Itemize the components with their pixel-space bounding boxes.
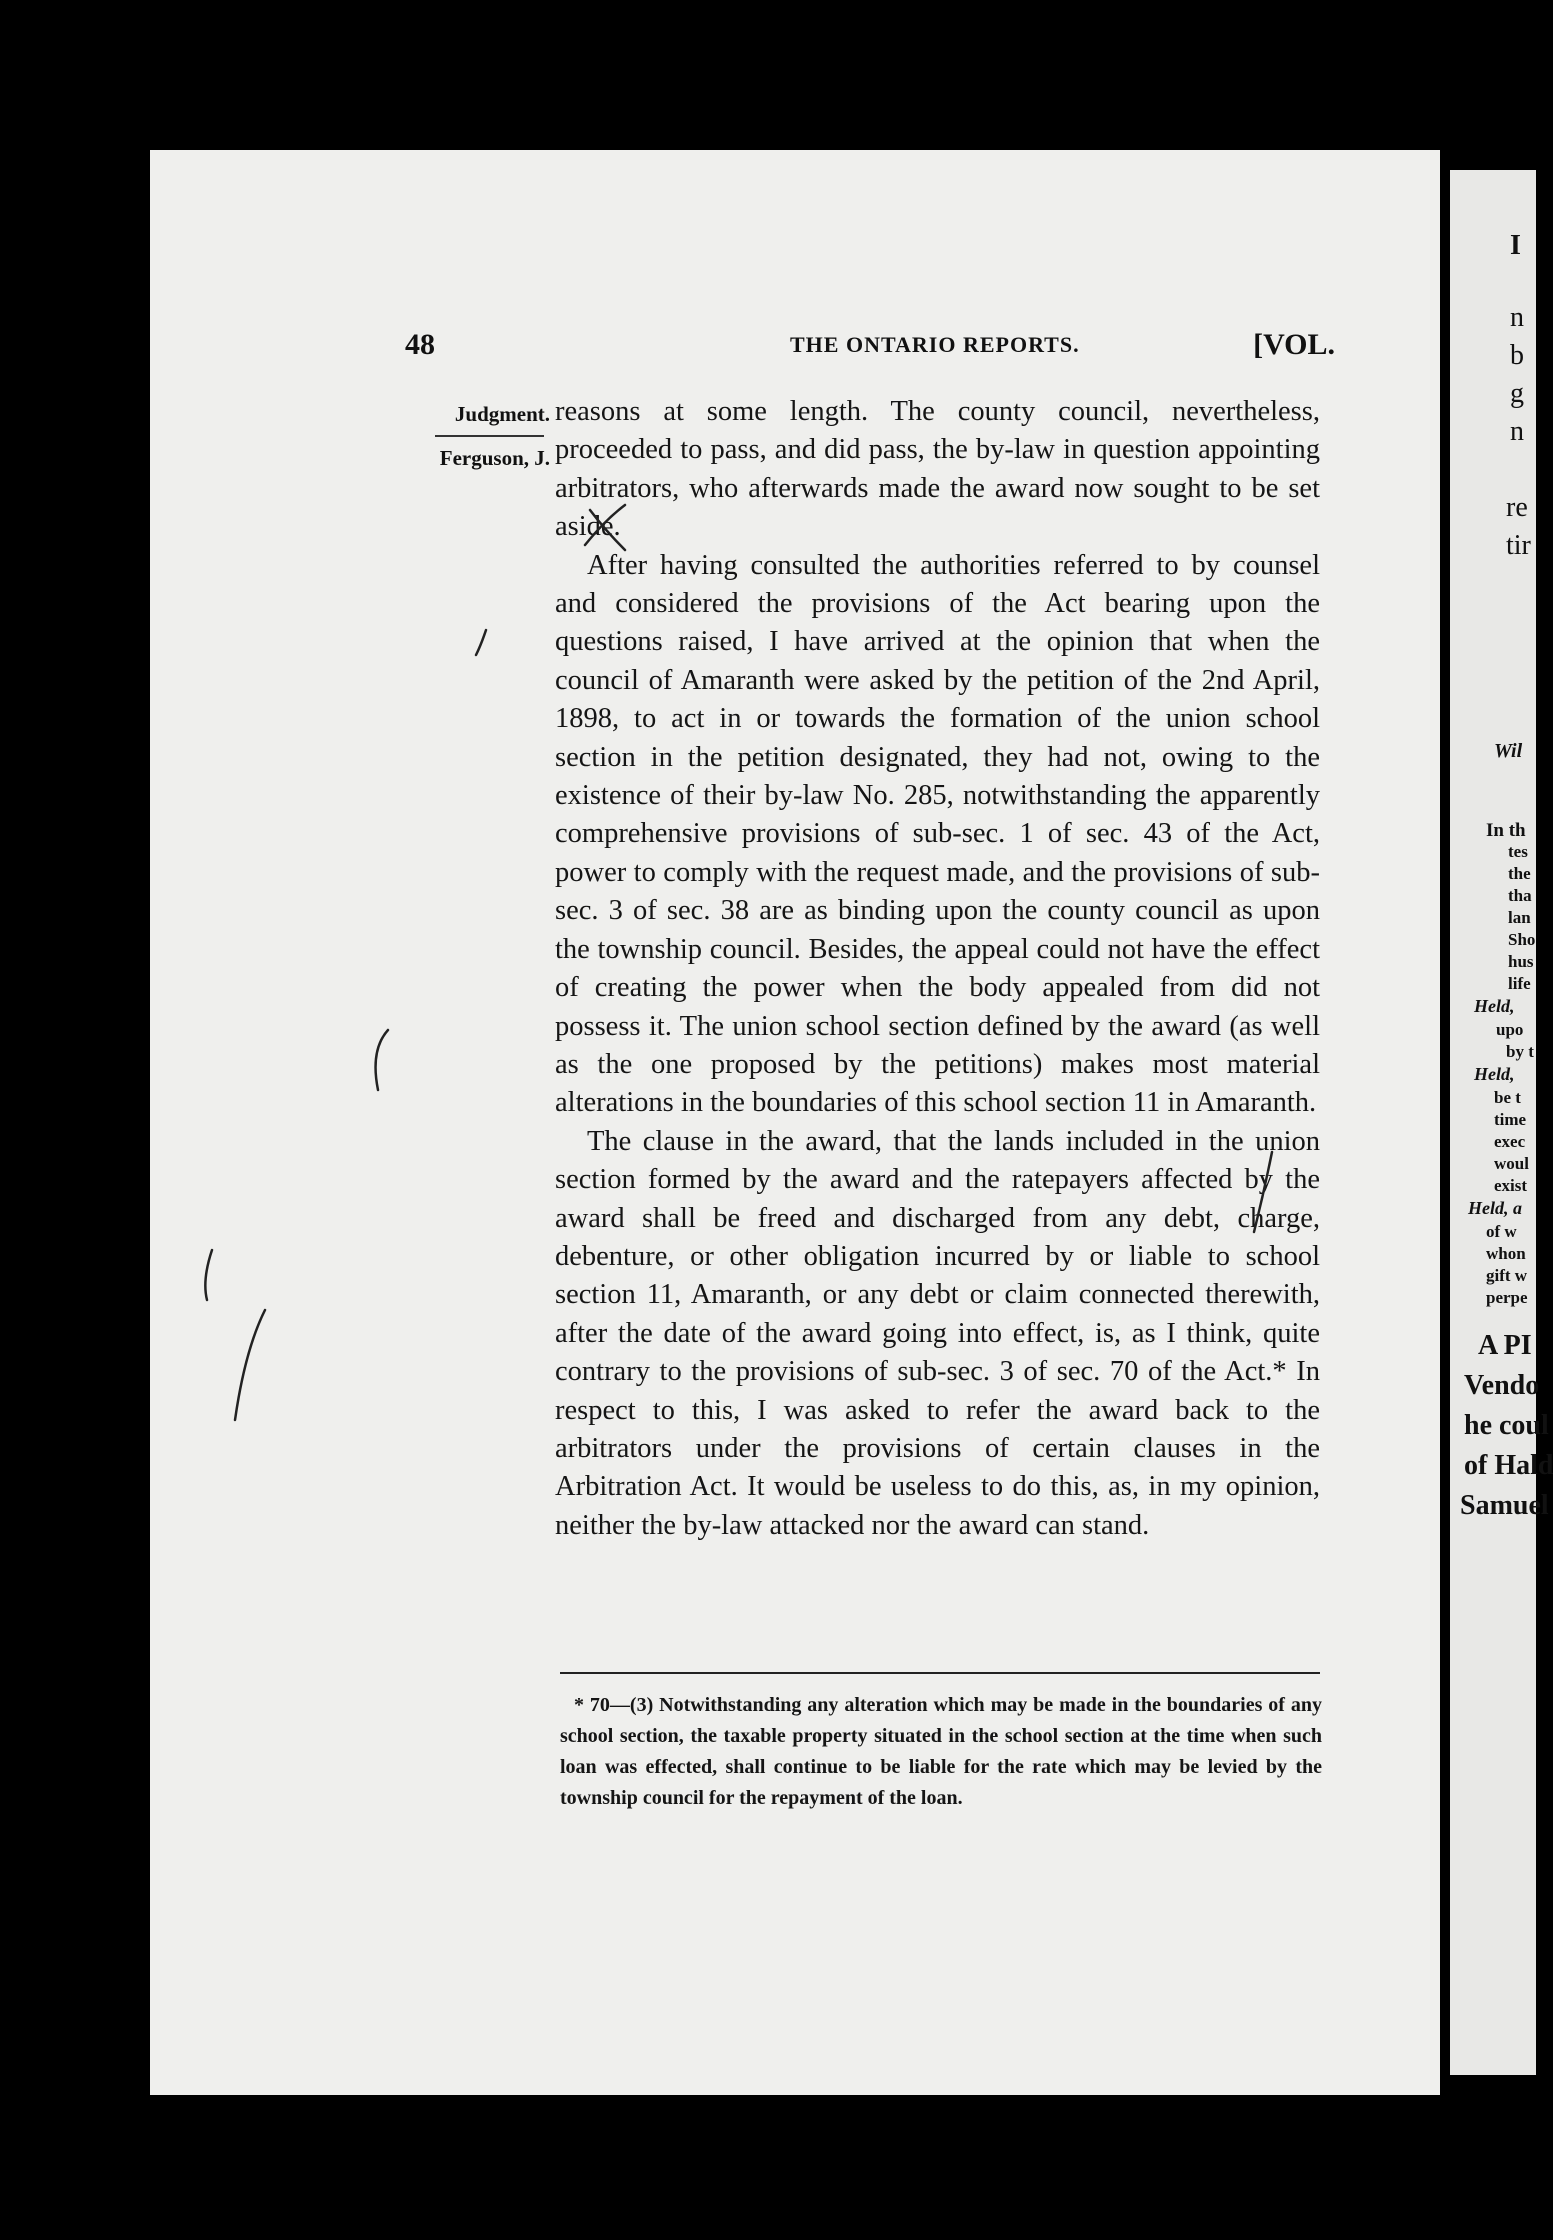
journal-title: THE ONTARIO REPORTS. bbox=[790, 332, 1080, 357]
adjacent-fragment: whon bbox=[1486, 1244, 1526, 1263]
body-paragraph: The clause in the award, that the lands included in the union section formed by the award and the ratepayers affected by the award shall be freed and discharged from any debt, charge, debenture, or other obligation incurred by or liable to school section 11, Amaranth, or any debt or claim connected therewith, after the date of the award going into effect, is, as I think, quite contrary to the provisions of sub-sec. 3 of sec. 70 of the Act.* In respect to this, I was asked to refer the award back to the arbitrators under the provisions of certain clauses in the Arbitration Act. It would be useless to do this, as, in my opinion, neither the by-law attacked nor the award can stand. bbox=[555, 1125, 1320, 1541]
adjacent-fragment: perpe bbox=[1486, 1288, 1528, 1307]
page-number: 48 bbox=[405, 328, 435, 361]
footnote-text: * 70—(3) Notwithstanding any alteration which may be made in the boundaries of any school section, the taxable property situated in the school section at the time when such loan was effected, shall continue to be liable for the rate which may be levied by the township council for the repayment of the loan. bbox=[560, 1694, 1322, 1809]
sidenote-judge: Ferguson, J. bbox=[439, 446, 550, 470]
adjacent-fragment: Samuel bbox=[1460, 1490, 1549, 1521]
adjacent-fragment: A PI bbox=[1478, 1330, 1532, 1361]
adjacent-fragment: re bbox=[1506, 492, 1528, 523]
adjacent-fragment: be t bbox=[1494, 1088, 1521, 1107]
adjacent-fragment: g bbox=[1510, 378, 1524, 409]
adjacent-fragment: Held, bbox=[1474, 1064, 1515, 1084]
judgment-body bbox=[555, 393, 1320, 1545]
body-paragraph: reasons at some length. The county council, nevertheless, proceeded to pass, and did pass, the by-law in question appointing arbitrators, who afterwards made the award now sought to be set aside. bbox=[555, 396, 1320, 543]
adjacent-fragment: b bbox=[1510, 340, 1524, 371]
adjacent-fragment: tir bbox=[1506, 530, 1531, 561]
adjacent-fragment: lan bbox=[1508, 908, 1531, 927]
adjacent-fragment: hus bbox=[1508, 952, 1534, 971]
adjacent-fragment: Wil bbox=[1494, 740, 1523, 762]
adjacent-fragment: gift w bbox=[1486, 1266, 1528, 1285]
adjacent-fragment: the bbox=[1508, 864, 1531, 883]
adjacent-fragment: he coul bbox=[1464, 1410, 1549, 1441]
adjacent-fragment: of Hald bbox=[1464, 1450, 1553, 1481]
volume-mark: [VOL. bbox=[1253, 328, 1335, 361]
adjacent-fragment: of w bbox=[1486, 1222, 1517, 1241]
running-head bbox=[405, 328, 1335, 364]
sidenote-divider bbox=[435, 435, 544, 437]
adjacent-fragment: upo bbox=[1496, 1020, 1524, 1039]
adjacent-fragment: exec bbox=[1494, 1132, 1526, 1151]
adjacent-fragment: n bbox=[1510, 416, 1524, 447]
footnote bbox=[560, 1690, 1322, 1814]
adjacent-fragment: Sho bbox=[1508, 930, 1536, 949]
adjacent-fragment: In th bbox=[1486, 820, 1526, 841]
adjacent-fragment: tha bbox=[1508, 886, 1532, 905]
adjacent-fragment: Held, a bbox=[1468, 1198, 1522, 1218]
adjacent-fragment: woul bbox=[1494, 1154, 1529, 1173]
adjacent-fragment: life bbox=[1508, 974, 1531, 993]
adjacent-fragment: by t bbox=[1506, 1042, 1534, 1061]
body-paragraph: After having consulted the authorities referred to by counsel and considered the provisions of the Act bearing upon the questions raised, I have arrived at the opinion that when the council of Amaranth were asked by the petition of the 2nd April, 1898, to act in or towards the formation of the union school section in the petition designated, they had not, owing to the existence of their by-law No. 285, notwithstanding the apparently comprehensive provisions of sub-sec. 1 of sec. 43 of the Act, power to comply with the request made, and the provisions of sub-sec. 3 of sec. 38 are as binding upon the county council as upon the township council. Besides, the appeal could not have the effect of creating the power when the body appealed from did not possess it. The union school section defined by the award (as well as the one proposed by the petitions) makes most material alterations in the boundaries of this school section 11 in Amaranth. bbox=[555, 549, 1320, 1119]
adjacent-fragment: Vendo bbox=[1464, 1370, 1540, 1401]
adjacent-page-edge bbox=[1450, 170, 1553, 2075]
adjacent-fragment: I bbox=[1510, 230, 1521, 261]
sidenote-judgment: Judgment. bbox=[454, 402, 550, 426]
footnote-rule bbox=[560, 1672, 1320, 1674]
adjacent-fragment: exist bbox=[1494, 1176, 1528, 1195]
adjacent-fragment: n bbox=[1510, 302, 1524, 333]
adjacent-fragment: Held, bbox=[1474, 996, 1515, 1016]
adjacent-fragment: time bbox=[1494, 1110, 1527, 1129]
marginal-notes bbox=[405, 395, 550, 477]
adjacent-fragment: tes bbox=[1508, 842, 1528, 861]
